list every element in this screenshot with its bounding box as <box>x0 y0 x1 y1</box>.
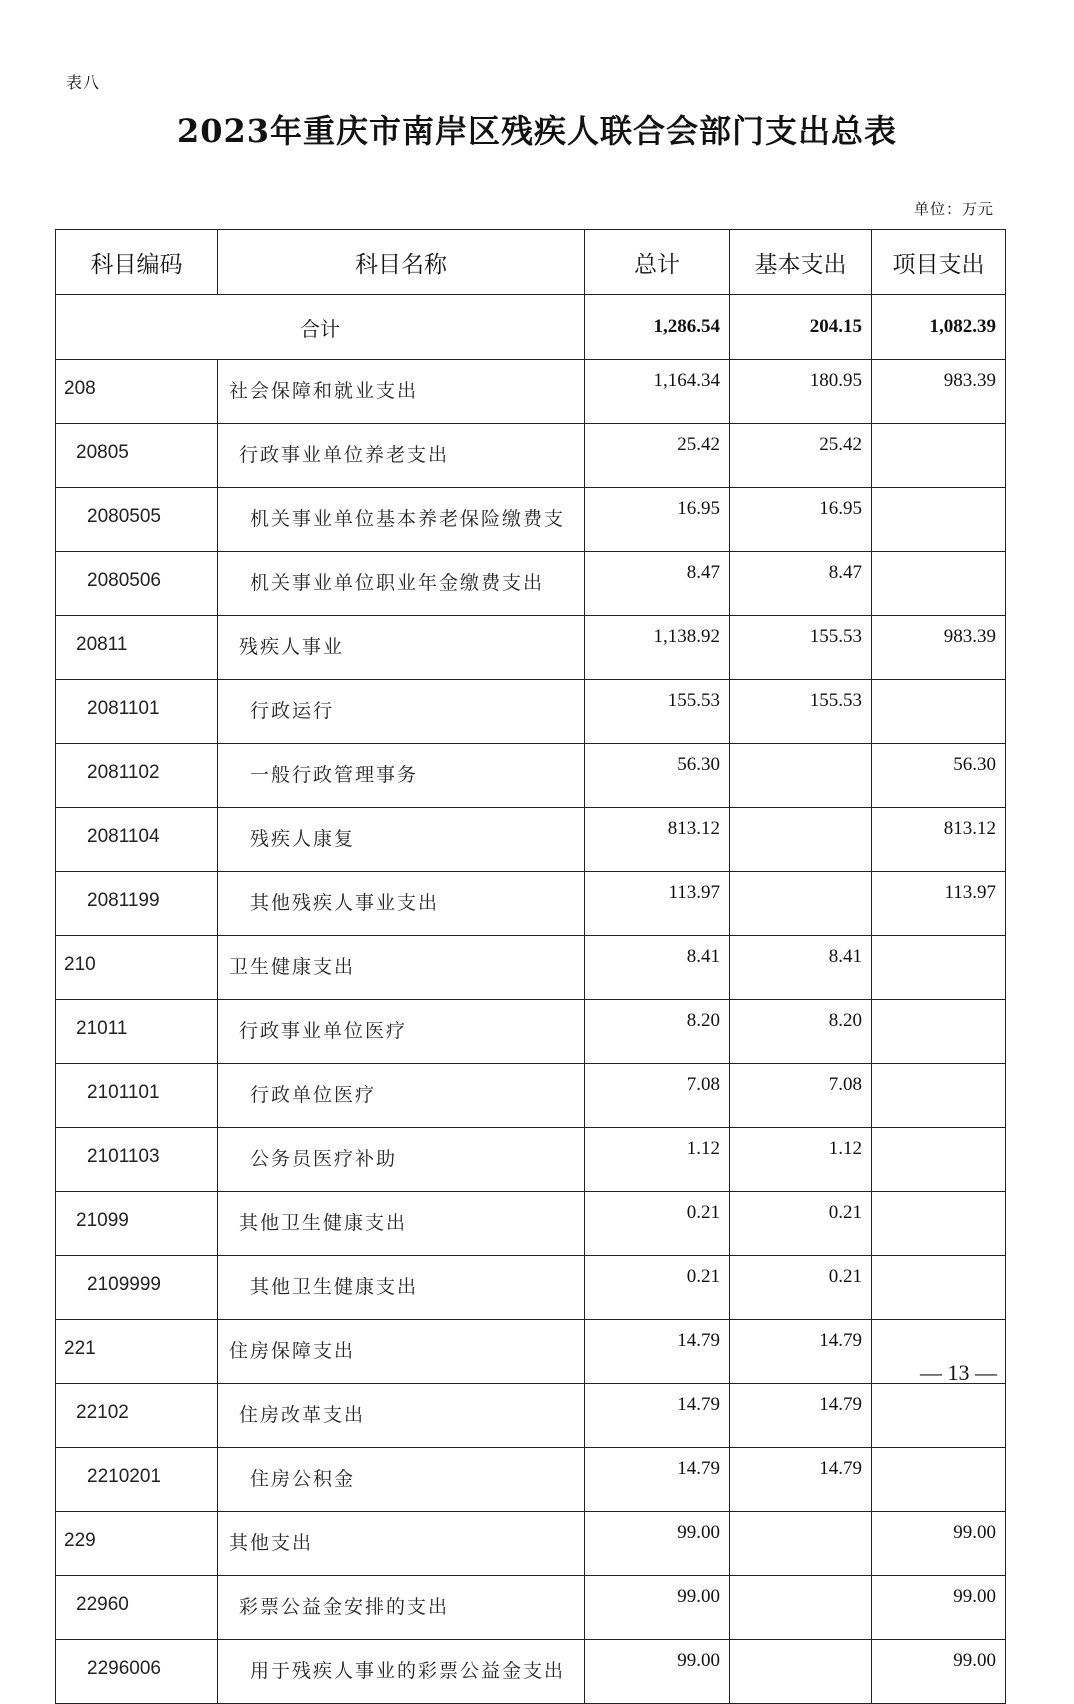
row-total: 1.12 <box>585 1128 730 1192</box>
row-project <box>872 1192 1006 1256</box>
row-project <box>872 552 1006 616</box>
row-project <box>872 1128 1006 1192</box>
row-name: 行政运行 <box>218 680 585 744</box>
table-row <box>56 872 1006 936</box>
row-total: 16.95 <box>585 488 730 552</box>
row-total: 113.97 <box>585 872 730 936</box>
row-total: 8.41 <box>585 936 730 1000</box>
row-total: 56.30 <box>585 744 730 808</box>
table-row <box>56 936 1006 1000</box>
row-total: 99.00 <box>585 1512 730 1576</box>
row-basic: 1.12 <box>730 1128 872 1192</box>
row-code: 210 <box>56 936 218 1000</box>
table-row <box>56 1192 1006 1256</box>
table-row <box>56 808 1006 872</box>
row-code: 2210201 <box>56 1448 218 1512</box>
row-basic: 14.79 <box>730 1384 872 1448</box>
row-basic: 25.42 <box>730 424 872 488</box>
row-basic <box>730 808 872 872</box>
table-row <box>56 1640 1006 1704</box>
expenditure-table <box>55 229 1006 1704</box>
row-basic <box>730 1512 872 1576</box>
row-basic <box>730 1640 872 1704</box>
row-total: 14.79 <box>585 1384 730 1448</box>
header-code: 科目编码 <box>56 230 218 295</box>
header-project: 项目支出 <box>872 230 1006 295</box>
row-code: 2109999 <box>56 1256 218 1320</box>
row-name: 社会保障和就业支出 <box>218 360 585 424</box>
row-project: 56.30 <box>872 744 1006 808</box>
total-basic: 204.15 <box>730 295 872 360</box>
table-row <box>56 1320 1006 1384</box>
row-name: 住房改革支出 <box>218 1384 585 1448</box>
row-name: 一般行政管理事务 <box>218 744 585 808</box>
header-total: 总计 <box>585 230 730 295</box>
table-row <box>56 1000 1006 1064</box>
row-basic: 0.21 <box>730 1256 872 1320</box>
row-project <box>872 680 1006 744</box>
row-total: 155.53 <box>585 680 730 744</box>
row-name: 残疾人康复 <box>218 808 585 872</box>
row-code: 229 <box>56 1512 218 1576</box>
row-total: 0.21 <box>585 1256 730 1320</box>
row-project: 983.39 <box>872 360 1006 424</box>
row-basic <box>730 872 872 936</box>
row-project <box>872 1384 1006 1448</box>
row-project <box>872 1256 1006 1320</box>
unit-label: 单位：万元 <box>913 200 994 218</box>
row-code: 221 <box>56 1320 218 1384</box>
row-name: 其他支出 <box>218 1512 585 1576</box>
row-name: 其他卫生健康支出 <box>218 1256 585 1320</box>
row-basic: 155.53 <box>730 680 872 744</box>
row-code: 22102 <box>56 1384 218 1448</box>
table-row <box>56 488 1006 552</box>
row-code: 2296006 <box>56 1640 218 1704</box>
row-project: 99.00 <box>872 1640 1006 1704</box>
total-row <box>56 295 1006 360</box>
row-basic <box>730 744 872 808</box>
table-tag: 表八 <box>66 73 101 92</box>
table-row <box>56 1448 1006 1512</box>
table-row <box>56 744 1006 808</box>
page-title: 2023年重庆市南岸区残疾人联合会部门支出总表 <box>176 112 898 150</box>
row-project <box>872 1000 1006 1064</box>
row-name: 卫生健康支出 <box>218 936 585 1000</box>
row-project: 983.39 <box>872 616 1006 680</box>
header-name: 科目名称 <box>218 230 585 295</box>
row-name: 行政事业单位养老支出 <box>218 424 585 488</box>
table-row <box>56 552 1006 616</box>
table-row <box>56 1384 1006 1448</box>
row-name: 住房公积金 <box>218 1448 585 1512</box>
row-code: 21011 <box>56 1000 218 1064</box>
row-name: 行政事业单位医疗 <box>218 1000 585 1064</box>
row-code: 2081104 <box>56 808 218 872</box>
table-row <box>56 1128 1006 1192</box>
row-name: 机关事业单位基本养老保险缴费支 <box>218 488 585 552</box>
row-name: 残疾人事业 <box>218 616 585 680</box>
row-code: 2101101 <box>56 1064 218 1128</box>
row-total: 99.00 <box>585 1576 730 1640</box>
row-name: 彩票公益金安排的支出 <box>218 1576 585 1640</box>
row-total: 0.21 <box>585 1192 730 1256</box>
row-name: 行政单位医疗 <box>218 1064 585 1128</box>
total-label: 合计 <box>56 295 585 360</box>
table-row <box>56 1256 1006 1320</box>
row-total: 8.20 <box>585 1000 730 1064</box>
row-basic <box>730 1576 872 1640</box>
row-name: 其他残疾人事业支出 <box>218 872 585 936</box>
table-row <box>56 616 1006 680</box>
table-row <box>56 1512 1006 1576</box>
row-project <box>872 488 1006 552</box>
row-name: 住房保障支出 <box>218 1320 585 1384</box>
table-row <box>56 424 1006 488</box>
row-project <box>872 936 1006 1000</box>
table-row <box>56 1576 1006 1640</box>
row-name: 公务员医疗补助 <box>218 1128 585 1192</box>
row-name: 其他卫生健康支出 <box>218 1192 585 1256</box>
row-basic: 180.95 <box>730 360 872 424</box>
row-code: 21099 <box>56 1192 218 1256</box>
table-row <box>56 360 1006 424</box>
row-code: 2081199 <box>56 872 218 936</box>
table-row <box>56 680 1006 744</box>
row-code: 2080506 <box>56 552 218 616</box>
row-basic: 14.79 <box>730 1448 872 1512</box>
row-code: 20805 <box>56 424 218 488</box>
row-basic: 8.41 <box>730 936 872 1000</box>
row-project: 813.12 <box>872 808 1006 872</box>
row-name: 用于残疾人事业的彩票公益金支出 <box>218 1640 585 1704</box>
total-project: 1,082.39 <box>872 295 1006 360</box>
row-total: 8.47 <box>585 552 730 616</box>
row-total: 99.00 <box>585 1640 730 1704</box>
row-code: 2081102 <box>56 744 218 808</box>
row-total: 1,164.34 <box>585 360 730 424</box>
row-basic: 8.47 <box>730 552 872 616</box>
row-basic: 155.53 <box>730 616 872 680</box>
row-total: 813.12 <box>585 808 730 872</box>
row-total: 14.79 <box>585 1448 730 1512</box>
row-total: 1,138.92 <box>585 616 730 680</box>
row-project <box>872 424 1006 488</box>
row-total: 25.42 <box>585 424 730 488</box>
row-project: 113.97 <box>872 872 1006 936</box>
row-code: 2080505 <box>56 488 218 552</box>
row-code: 20811 <box>56 616 218 680</box>
row-project: 99.00 <box>872 1512 1006 1576</box>
row-name: 机关事业单位职业年金缴费支出 <box>218 552 585 616</box>
row-project <box>872 1064 1006 1128</box>
table-row <box>56 1064 1006 1128</box>
row-project: 99.00 <box>872 1576 1006 1640</box>
row-basic: 0.21 <box>730 1192 872 1256</box>
row-code: 2081101 <box>56 680 218 744</box>
row-total: 14.79 <box>585 1320 730 1384</box>
row-total: 7.08 <box>585 1064 730 1128</box>
row-code: 208 <box>56 360 218 424</box>
page-number: — 13 — <box>920 1360 997 1385</box>
total-sum: 1,286.54 <box>585 295 730 360</box>
row-basic: 8.20 <box>730 1000 872 1064</box>
header-basic: 基本支出 <box>730 230 872 295</box>
row-basic: 7.08 <box>730 1064 872 1128</box>
row-code: 2101103 <box>56 1128 218 1192</box>
row-basic: 16.95 <box>730 488 872 552</box>
header-row <box>56 230 1006 295</box>
row-basic: 14.79 <box>730 1320 872 1384</box>
row-code: 22960 <box>56 1576 218 1640</box>
row-project <box>872 1448 1006 1512</box>
